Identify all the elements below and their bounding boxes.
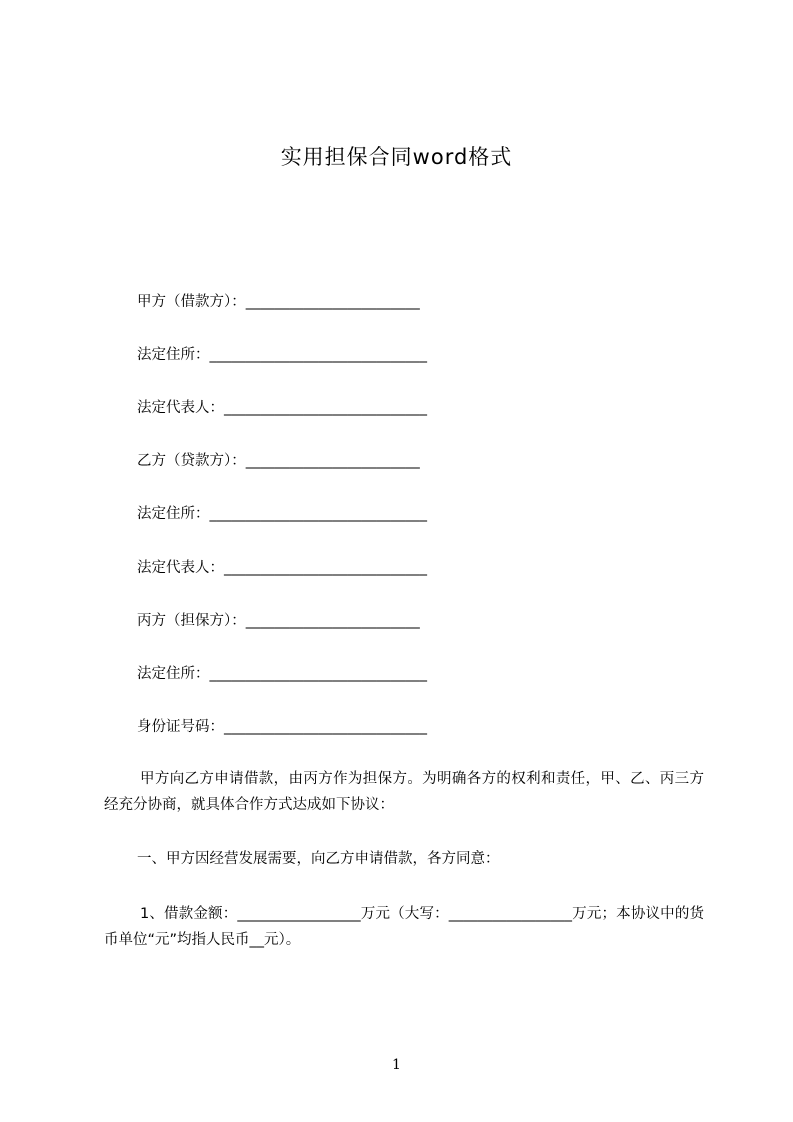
party-c-guarantor-field: 丙方（担保方）：________________________ (137, 613, 420, 629)
page-number: 1 (392, 1057, 401, 1073)
party-a-address-field: 法定住所：______________________________ (137, 347, 427, 363)
section-one-heading: 一、甲方因经营发展需要，向乙方申请借款，各方同意： (137, 851, 500, 867)
party-a-borrower-field: 甲方（借款方）：________________________ (137, 294, 420, 310)
intro-paragraph: 甲方向乙方申请借款，由丙方作为担保方。为明确各方的权利和责任，甲、乙、丙三方经充分协商，就具体合作方式达成如下协议： (104, 771, 704, 813)
party-b-representative-field: 法定代表人：____________________________ (137, 560, 427, 576)
party-c-address-field: 法定住所：______________________________ (137, 666, 427, 682)
document-title: 实用担保合同word格式 (280, 145, 513, 169)
party-b-lender-field: 乙方（贷款方）：________________________ (137, 453, 420, 469)
party-a-representative-field: 法定代表人：____________________________ (137, 400, 427, 416)
party-c-id-number-field: 身份证号码：____________________________ (137, 719, 427, 735)
party-b-address-field: 法定住所：______________________________ (137, 506, 427, 522)
clause-one-paragraph: 1、借款金额：_________________万元（大写：_________________万元；本协议中的货币单位“元”均指人民币__元）。 (104, 906, 704, 948)
